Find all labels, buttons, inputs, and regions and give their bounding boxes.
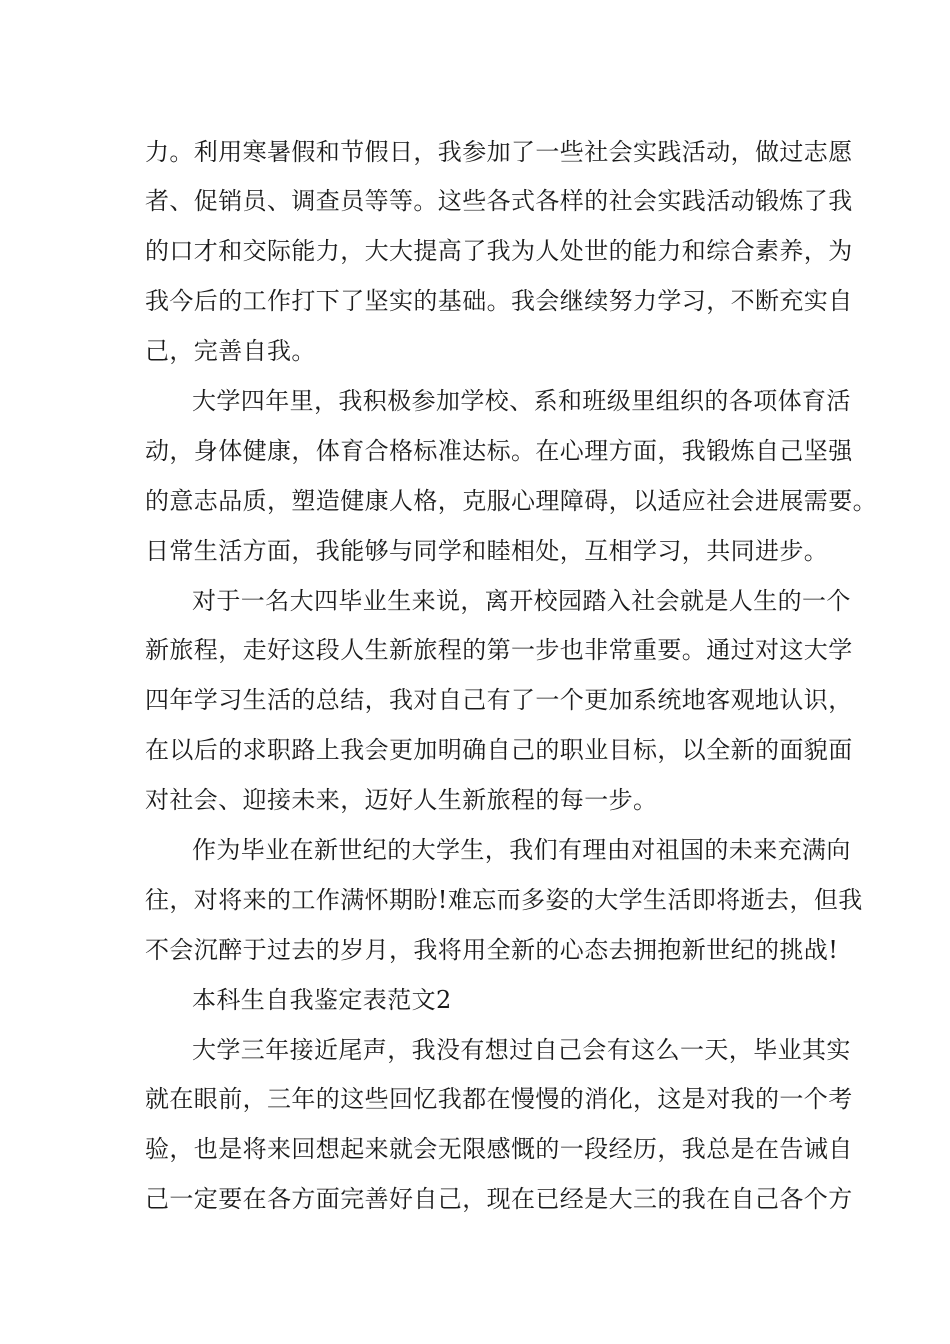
- text-line: 四年学习生活的总结，我对自己有了一个更加系统地客观地认识，: [145, 686, 853, 714]
- text-line: 己，完善自我。: [145, 337, 316, 365]
- paragraph-first-line: 大学三年接近尾声，我没有想过自己会有这么一天，毕业其实: [192, 1036, 851, 1064]
- text-line: 在以后的求职路上我会更加明确自己的职业目标，以全新的面貌面: [145, 736, 853, 764]
- text-line: 不会沉醉于过去的岁月，我将用全新的心态去拥抱新世纪的挑战!: [145, 936, 839, 964]
- text-line: 动，身体健康，体育合格标准达标。在心理方面，我锻炼自己坚强: [145, 437, 853, 465]
- paragraph-first-line: 作为毕业在新世纪的大学生，我们有理由对祖国的未来充满向: [192, 836, 851, 864]
- text-line: 往，对将来的工作满怀期盼!难忘而多姿的大学生活即将逝去，但我: [145, 886, 863, 914]
- text-line: 的意志品质，塑造健康人格，克服心理障碍，以适应社会进展需要。: [145, 487, 877, 515]
- text-line: 己一定要在各方面完善好自己，现在已经是大三的我在自己各个方: [145, 1185, 853, 1213]
- section-heading: 本科生自我鉴定表范文2: [192, 986, 452, 1014]
- paragraph-first-line: 大学四年里，我积极参加学校、系和班级里组织的各项体育活: [192, 387, 851, 415]
- text-line: 我今后的工作打下了坚实的基础。我会继续努力学习，不断充实自: [145, 287, 853, 315]
- paragraph-first-line: 对于一名大四毕业生来说，离开校园踏入社会就是人生的一个: [192, 587, 851, 615]
- text-line: 的口才和交际能力，大大提高了我为人处世的能力和综合素养，为: [145, 237, 853, 265]
- text-line: 新旅程，走好这段人生新旅程的第一步也非常重要。通过对这大学: [145, 636, 853, 664]
- text-line: 验，也是将来回想起来就会无限感慨的一段经历，我总是在告诫自: [145, 1135, 853, 1163]
- text-line: 力。利用寒暑假和节假日，我参加了一些社会实践活动，做过志愿: [145, 138, 853, 166]
- text-line: 者、促销员、调查员等等。这些各式各样的社会实践活动锻炼了我: [145, 187, 853, 215]
- text-line: 对社会、迎接未来，迈好人生新旅程的每一步。: [145, 786, 658, 814]
- text-line: 就在眼前，三年的这些回忆我都在慢慢的消化，这是对我的一个考: [145, 1085, 853, 1113]
- text-line: 日常生活方面，我能够与同学和睦相处，互相学习，共同进步。: [145, 537, 829, 565]
